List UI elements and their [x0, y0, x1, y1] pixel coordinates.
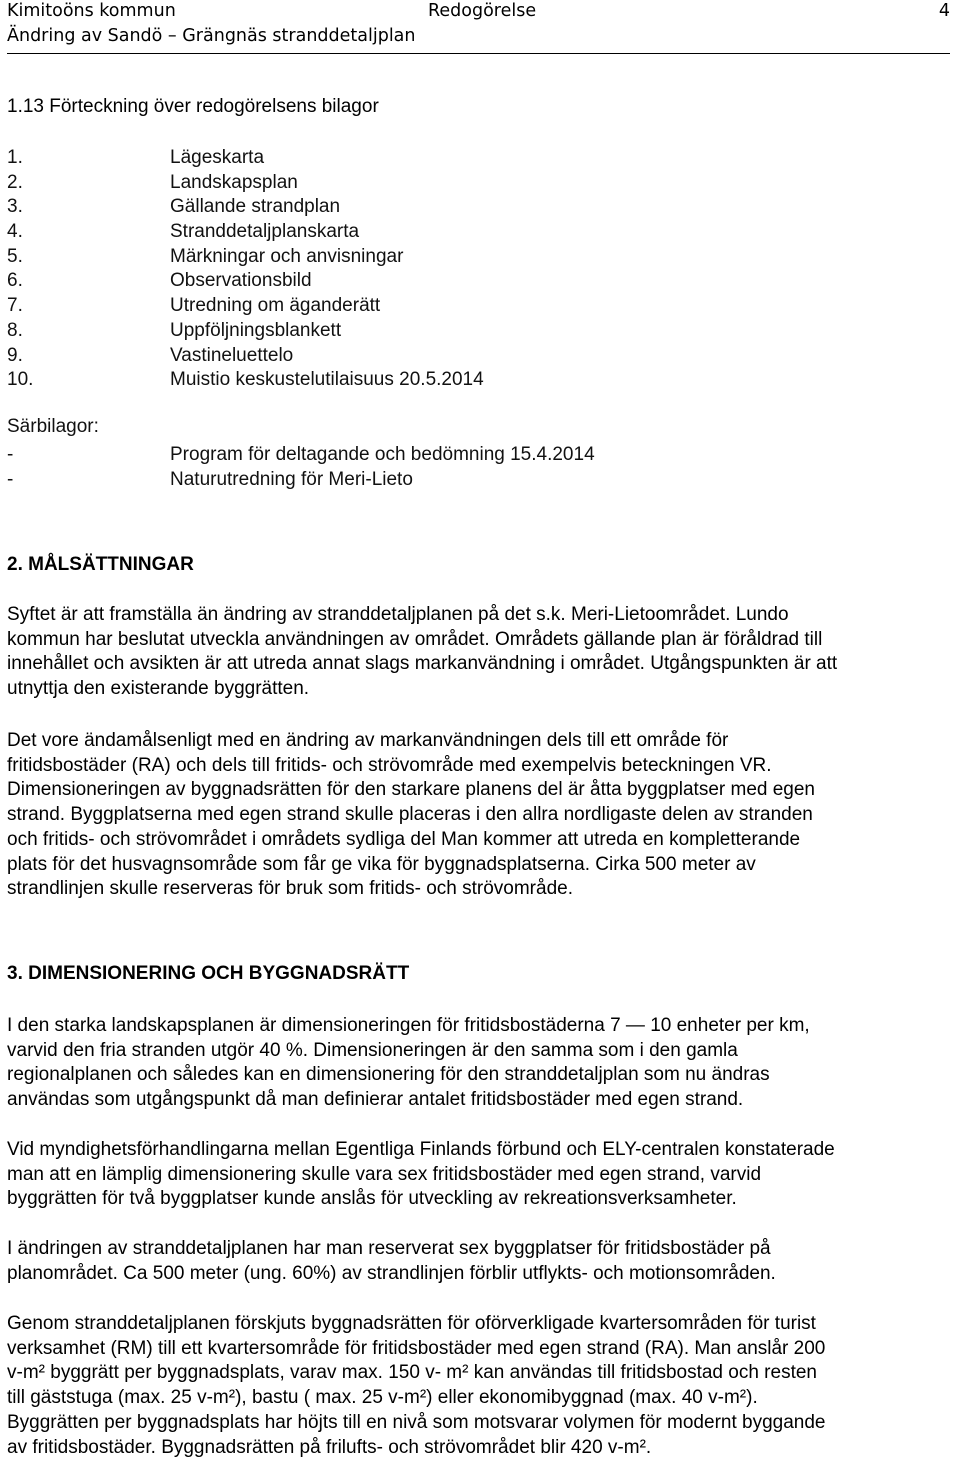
list-item-text: Märkningar och anvisningar — [170, 245, 404, 267]
text-line: Genom stranddetaljplanen förskjuts byggnadsrätten för oförverkligade kvartersområden för turist — [7, 1313, 816, 1334]
list-item-text: Lägeskarta — [170, 147, 265, 168]
list-item-text: Program för deltagande och bedömning 15.4.2014 — [170, 444, 595, 465]
list-item-text: Muistio keskustelutilaisuus 20.5.2014 — [170, 369, 484, 391]
section-3-paragraph-4 — [7, 1312, 957, 1460]
text-line: till gäststuga (max. 25 v-m²), bastu ( max. 25 v-m²) eller ekonomibyggnad (max. 40 v-m²). — [7, 1387, 758, 1409]
list-item-number: 4. — [7, 221, 23, 243]
text-line: I den starka landskapsplanen är dimensioneringen för fritidsbostäderna 7 — 10 enheter per km, — [7, 1015, 810, 1036]
section-heading-1-13: 1.13 Förteckning över redogörelsens bilagor — [7, 96, 379, 117]
list-item-text: Landskapsplan — [170, 171, 298, 193]
text-line: regionalplanen och således kan en dimensionering för den stranddetaljplan som nu ändras — [7, 1064, 770, 1086]
text-line: I ändringen av stranddetaljplanen har man reserverat sex byggplatser för fritidsbostäder på — [7, 1238, 771, 1259]
list-item-number: 9. — [7, 344, 23, 366]
list-item-dash: - — [7, 444, 14, 465]
list-item-number: 2. — [7, 171, 23, 193]
section-heading-3: 3. DIMENSIONERING OCH BYGGNADSRÄTT — [7, 963, 410, 984]
page-header — [7, 0, 950, 52]
list-item-text: Gällande strandplan — [170, 196, 341, 218]
list-item-text: Observationsbild — [170, 270, 312, 292]
text-line: Byggrätten per byggnadsplats har höjts till en nivå som motsvarar volymen för modernt byggande — [7, 1411, 826, 1433]
text-line: Dimensioneringen av byggnadsrätten för den starkare planens del är åtta byggplatser med egen — [7, 779, 816, 801]
text-line: strand. Byggplatserna med egen strand skulle placeras i den allra nordligaste delen av stranden — [7, 804, 813, 826]
section-heading-2: 2. MÅLSÄTTNINGAR — [7, 554, 194, 575]
text-line: kommun har beslutat utveckla användningen av området. Områdets gällande plan är föråldrad till — [7, 628, 823, 650]
text-line: Vid myndighetsförhandlingarna mellan Egentliga Finlands förbund och ELY-centralen konstaterade — [7, 1139, 835, 1160]
text-line: Det vore ändamålsenligt med en ändring av markanvändningen dels till ett område för — [7, 730, 729, 751]
text-line: varvid den fria stranden utgör 40 %. Dimensioneringen är den samma som i den gamla — [7, 1039, 738, 1061]
text-line: verksamhet (RM) till ett kvartersområde för fritidsbostäder med egen strand (RA). Man anslår 200 — [7, 1337, 826, 1359]
list-item-dash: - — [7, 468, 14, 490]
section-3-paragraph-3 — [7, 1237, 957, 1286]
section-3-paragraph-2 — [7, 1138, 957, 1212]
list-item-number: 8. — [7, 319, 23, 341]
text-line: användas som utgångspunkt då man definierar antalet fritidsbostäder med egen strand. — [7, 1089, 744, 1111]
list-item-number: 3. — [7, 196, 23, 218]
text-line: byggrätten för två byggplatser kunde anslås för utveckling av rekreationsverksamheter. — [7, 1188, 737, 1210]
text-line: av fritidsbostäder. Byggnadsrätten på frilufts- och strövområdet blir 420 v-m². — [7, 1436, 652, 1458]
text-line: v-m² byggrätt per byggnadsplats, varav max. 150 v- m² kan användas till fritidsbostad och resten — [7, 1362, 817, 1384]
text-line: strandlinjen skulle reserveras för bruk som fritids- och strövområde. — [7, 878, 573, 900]
text-line: innehållet och avsikten är att utreda annat slags markanvändning i området. Utgångspunkten är att — [7, 653, 838, 675]
section-2-paragraph-1 — [7, 603, 957, 702]
header-page-number: 4 — [938, 1, 950, 21]
list-item-number: 5. — [7, 245, 23, 267]
text-line: utnyttja den existerande byggrätten. — [7, 678, 310, 700]
section-3-paragraph-1 — [7, 1014, 957, 1113]
list-item-text: Stranddetaljplanskarta — [170, 221, 360, 243]
header-municipality: Kimitoöns kommun — [7, 1, 176, 21]
text-line: fritidsbostäder (RA) och dels till fritids- och strövområde med exempelvis beteckningen VR. — [7, 754, 772, 776]
text-line: man att en lämplig dimensionering skulle vara sex fritidsbostäder med egen strand, varvid — [7, 1163, 762, 1185]
header-plan-name: Ändring av Sandö – Grängnäs stranddetaljplan — [7, 26, 416, 46]
text-line: Syftet är att framställa än ändring av stranddetaljplanen på det s.k. Meri-Lietoområdet. Lundo — [7, 604, 789, 625]
section-2-paragraph-2 — [7, 729, 957, 902]
list-item-text: Uppföljningsblankett — [170, 319, 342, 341]
list-item-number: 1. — [7, 147, 23, 168]
text-line: planområdet. Ca 500 meter (ung. 60%) av strandlinjen förblir utflykts- och motionsområden. — [7, 1262, 776, 1284]
list-item-text: Utredning om äganderätt — [170, 295, 381, 317]
text-line: plats för det husvagnsområde som får ge vika för byggnadsplatserna. Cirka 500 meter av — [7, 853, 756, 875]
list-item-text: Naturutredning för Meri-Lieto — [170, 468, 413, 490]
list-item-number: 7. — [7, 295, 23, 317]
text-line: och fritids- och strövområdet i områdets sydliga del Man kommer att utreda en kompletterande — [7, 828, 801, 850]
list-item-text: Vastineluettelo — [170, 344, 294, 366]
header-doc-type: Redogörelse — [428, 1, 537, 21]
list-item-number: 10. — [7, 369, 34, 391]
extra-attachments-label: Särbilagor: — [7, 416, 99, 437]
header-divider — [7, 53, 950, 54]
list-item-number: 6. — [7, 270, 23, 292]
